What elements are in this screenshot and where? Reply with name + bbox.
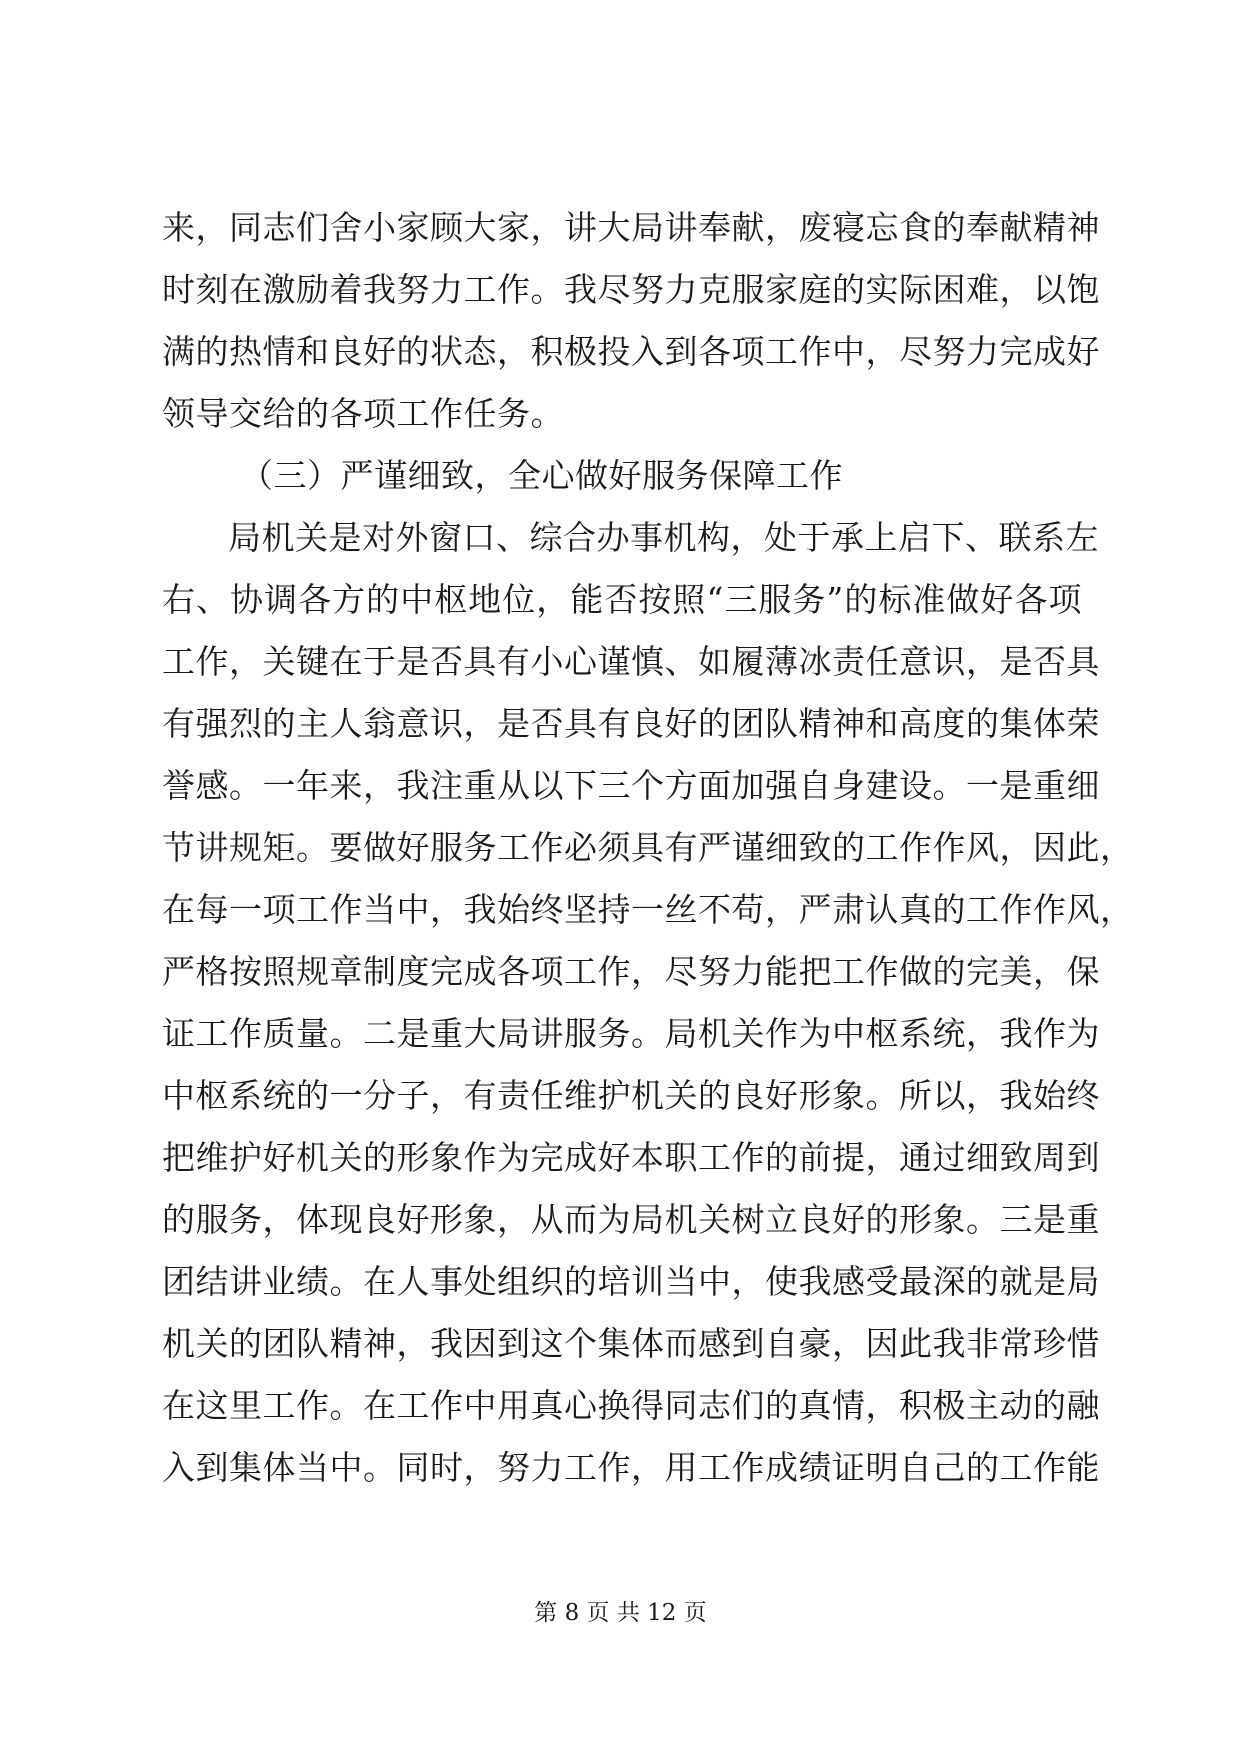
- text-line-3: 满的热情和良好的状态，积极投入到各项工作中，尽努力完成好: [162, 332, 1100, 371]
- paragraph-line-2: 右、协调各方的中枢地位，能否按照“三服务”的标准做好各项: [162, 580, 1082, 619]
- paragraph-line-8: 严格按照规章制度完成各项工作，尽努力能把工作做的完美，保: [162, 952, 1100, 991]
- paragraph-line-16: 入到集体当中。同时，努力工作，用工作成绩证明自己的工作能: [162, 1448, 1100, 1487]
- paragraph-line-15: 在这里工作。在工作中用真心换得同志们的真情，积极主动的融: [162, 1386, 1100, 1425]
- page-number-footer: 第 8 页 共 12 页: [534, 1600, 707, 1626]
- text-line-4: 领导交给的各项工作任务。: [162, 394, 564, 433]
- paragraph-line-9: 证工作质量。二是重大局讲服务。局机关作为中枢系统，我作为: [162, 1014, 1100, 1053]
- text-line-2: 时刻在激励着我努力工作。我尽努力克服家庭的实际困难，以饱: [162, 270, 1100, 309]
- paragraph-line-1: 局机关是对外窗口、综合办事机构，处于承上启下、联系左: [228, 518, 1099, 557]
- paragraph-line-13: 团结讲业绩。在人事处组织的培训当中，使我感受最深的就是局: [162, 1262, 1100, 1301]
- paragraph-line-4: 有强烈的主人翁意识，是否具有良好的团队精神和高度的集体荣: [162, 704, 1100, 743]
- paragraph-line-6: 节讲规矩。要做好服务工作必须具有严谨细致的工作作风，因此，: [162, 828, 1134, 867]
- paragraph-line-5: 誉感。一年来，我注重从以下三个方面加强自身建设。一是重细: [162, 766, 1100, 805]
- paragraph-line-3: 工作，关键在于是否具有小心谨慎、如履薄冰责任意识，是否具: [162, 642, 1100, 681]
- paragraph-line-10: 中枢系统的一分子，有责任维护机关的良好形象。所以，我始终: [162, 1076, 1100, 1115]
- paragraph-line-12: 的服务，体现良好形象，从而为局机关树立良好的形象。三是重: [162, 1200, 1100, 1239]
- paragraph-line-7: 在每一项工作当中，我始终坚持一丝不苟，严肃认真的工作作风，: [162, 890, 1134, 929]
- text-line-1: 来，同志们舍小家顾大家，讲大局讲奉献，废寝忘食的奉献精神: [162, 208, 1100, 247]
- paragraph-line-14: 机关的团队精神，我因到这个集体而感到自豪，因此我非常珍惜: [162, 1324, 1100, 1363]
- paragraph-line-11: 把维护好机关的形象作为完成好本职工作的前提，通过细致周到: [162, 1138, 1100, 1177]
- section-heading: （三）严谨细致，全心做好服务保障工作: [240, 456, 843, 495]
